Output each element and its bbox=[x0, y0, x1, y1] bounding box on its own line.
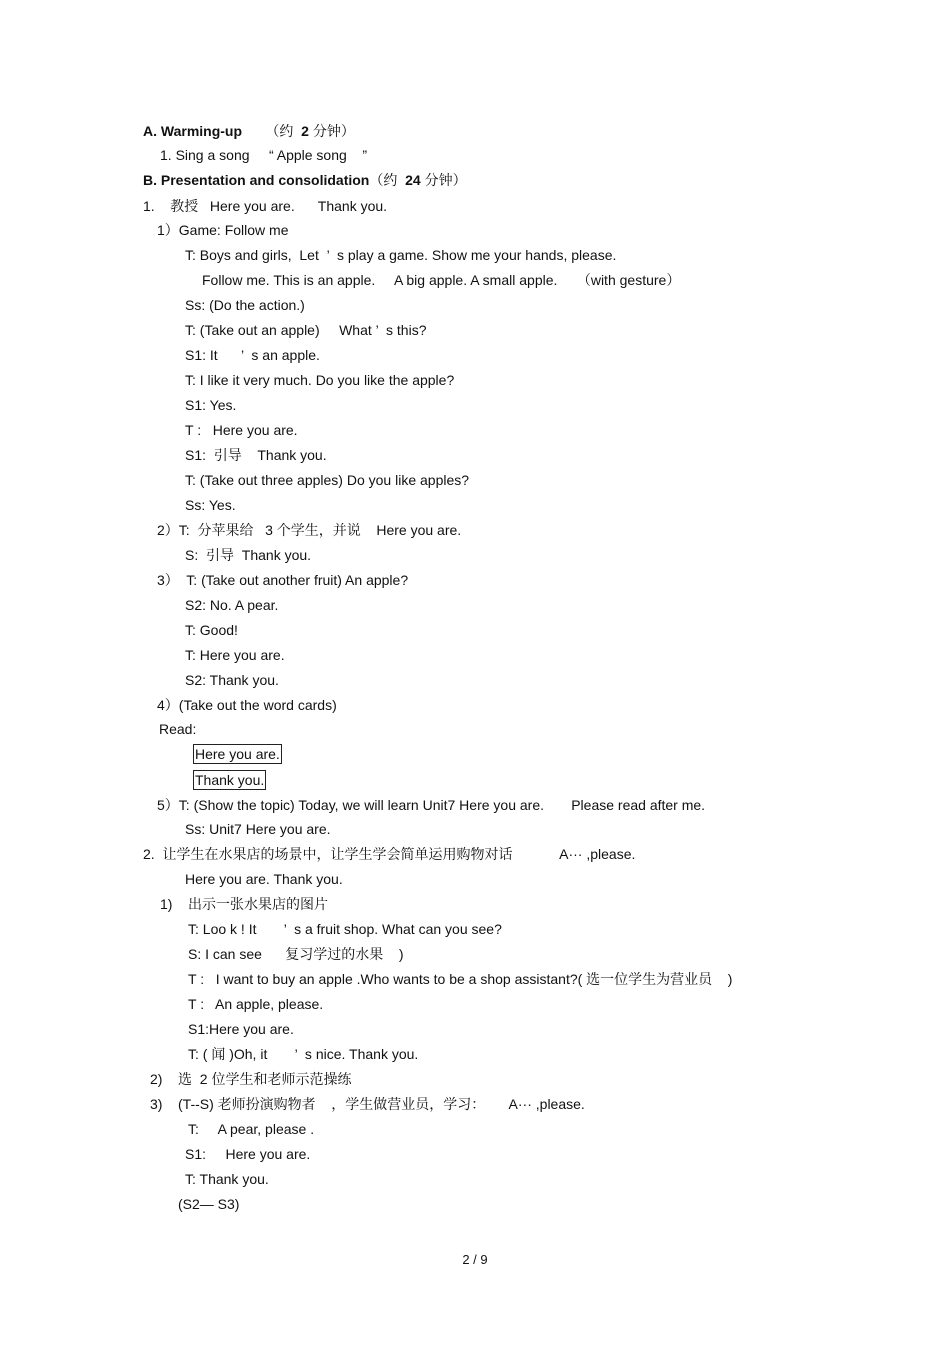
text-line: S2: No. A pear. bbox=[185, 597, 279, 613]
text-line: Ss: Unit7 Here you are. bbox=[185, 821, 331, 837]
text-line: 3) (T--S) 老师扮演购物者 ，学生做营业员，学习： A··· ,please. bbox=[150, 1096, 585, 1112]
page-number: 2 / 9 bbox=[462, 1252, 488, 1267]
text-line: T : Here you are. bbox=[185, 422, 298, 438]
text-line: T: Loo k ! It ’ s a fruit shop. What can you see? bbox=[188, 921, 502, 937]
duration-number: 2 bbox=[301, 123, 309, 139]
text-line: 4）(Take out the word cards) bbox=[157, 697, 337, 713]
text-line: T: ( 闻 )Oh, it ’ s nice. Thank you. bbox=[188, 1046, 419, 1062]
section-heading-title: B. Presentation and consolidation bbox=[143, 172, 370, 188]
section-heading-title: A. Warming-up bbox=[143, 123, 243, 139]
text-line: Here you are. Thank you. bbox=[185, 871, 343, 887]
text-line: T : An apple, please. bbox=[188, 996, 324, 1012]
text-line: T: (Take out an apple) What ’ s this? bbox=[185, 322, 427, 338]
text-line: S1: It ’ s an apple. bbox=[185, 347, 320, 363]
text-line: T: (Take out three apples) Do you like apples? bbox=[185, 472, 470, 488]
text-line: T: Boys and girls, Let ’ s play a game. Show me your hands, please. bbox=[185, 247, 617, 263]
duration-number: 24 bbox=[405, 172, 421, 188]
text-line: S1: Yes. bbox=[185, 397, 237, 413]
text-line: S1: Here you are. bbox=[185, 1146, 311, 1162]
text-line: S2: Thank you. bbox=[185, 672, 279, 688]
section-heading bbox=[143, 171, 467, 189]
text-line: 2. 让学生在水果店的场景中，让学生学会简单运用购物对话 A··· ,please. bbox=[143, 846, 636, 862]
text-line: T : I want to buy an apple .Who wants to be a shop assistant?( 选一位学生为营业员 ) bbox=[188, 971, 733, 987]
word-card: Thank you. bbox=[195, 772, 265, 788]
word-card: Here you are. bbox=[195, 746, 280, 762]
text-line: 1）Game: Follow me bbox=[157, 222, 289, 238]
text-line: S: 引导 Thank you. bbox=[185, 547, 312, 563]
text-line: Ss: (Do the action.) bbox=[185, 297, 305, 313]
text-line: T: Thank you. bbox=[185, 1171, 269, 1187]
text-line: 5）T: (Show the topic) Today, we will learn Unit7 Here you are. Please read after me. bbox=[157, 797, 706, 813]
text-line: S1:Here you are. bbox=[188, 1021, 294, 1037]
text-line: S: I can see 复习学过的水果 ) bbox=[188, 946, 404, 962]
section-heading bbox=[143, 122, 355, 140]
text-line: T: Good! bbox=[185, 622, 238, 638]
text-line: T: A pear, please . bbox=[188, 1121, 315, 1137]
text-line: 3） T: (Take out another fruit) An apple? bbox=[157, 572, 409, 588]
text-line: Follow me. This is an apple. A big apple. A small apple. （with gesture） bbox=[202, 272, 681, 288]
text-line: 1. 教授 Here you are. Thank you. bbox=[143, 198, 388, 214]
text-line: (S2— S3) bbox=[178, 1196, 240, 1212]
text-line: T: Here you are. bbox=[185, 647, 285, 663]
text-line: 1) 出示一张水果店的图片 bbox=[160, 896, 329, 912]
text-line: 2）T: 分苹果给 3 个学生，并说 Here you are. bbox=[157, 522, 462, 538]
text-line: Ss: Yes. bbox=[185, 497, 236, 513]
text-line: T: I like it very much. Do you like the apple? bbox=[185, 372, 455, 388]
text-line: 1. Sing a song “ Apple song ” bbox=[160, 147, 368, 163]
text-line: Read: bbox=[159, 721, 197, 737]
text-line: S1: 引导 Thank you. bbox=[185, 447, 327, 463]
text-line: 2) 选 2 位学生和老师示范操练 bbox=[150, 1071, 352, 1087]
section-heading-duration: （约 2 分钟） bbox=[242, 123, 355, 139]
section-heading-duration: （约 24 分钟） bbox=[369, 172, 467, 188]
